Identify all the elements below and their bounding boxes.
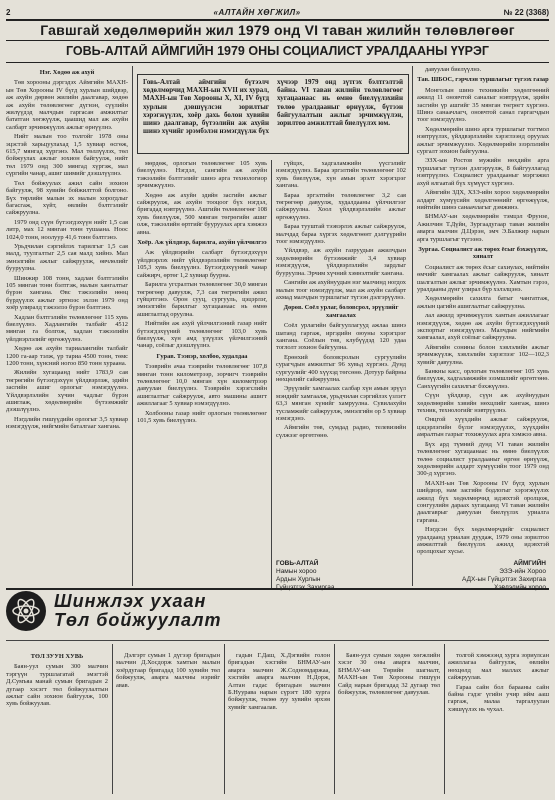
section-heading: Хоёр. Аж үйлдвэр, барилга, ахуйн үйлчилгээ	[137, 239, 267, 247]
column-divider	[112, 644, 113, 794]
lower-column-4	[338, 652, 440, 792]
paragraph: Нийт малын тоо толгойг 1978 оны эцэстэй харьцуулахад 1,5 хувиар өсгөж, 615,7 мянгад хүргэнэ. Мал төллүүлэх, төл бойжуулах ажлыг зохион байгуулж, нийт төл 1979 онд 300 мянгад хүргэж, мал сүргийн чанар, ашиг шимийг дээшлүүлнэ.	[6, 133, 128, 178]
column-divider	[271, 160, 272, 588]
column-divider	[132, 66, 133, 586]
paragraph: гүйцэх, хадгаламжийн үүсгэлийг нэмэгдүүлнэ. Бараа эргэлтийн төлөвлөгөөг 102 хувь биелүүлж, хүн амын эрэлт хэрэгцээг хангана.	[276, 160, 406, 190]
paragraph: Хадлан бэлтгэлийн төлөвлөгөөг 115 хувь биелүүлнэ. Хадлангийн талбайг 4512 мянган га болгож, хадлан тэжээлийн үйлдвэрлэлийг өргөжүүлнэ.	[6, 313, 128, 343]
paragraph: давуулан биелүүлнэ.	[425, 66, 482, 73]
paper-name: «АЛТАЙН ХӨГЖИЛ»	[213, 7, 301, 17]
column-divider	[412, 66, 413, 586]
section-heading: Тав. ШБОС, гэрчлэн туршлагыг түгээх газар	[417, 76, 549, 84]
paragraph: Нэгдсэн бүх хөдөлмөрчдийг социалист уралдаанд уриалан дуудаж, 1979 оны зорилтоо амжилттай биелүүлэх ажилд идэвхтэй оролцохыг хүсье.	[417, 526, 549, 556]
headline: Гавшгай хөдөлмөрийн жил 1979 онд VI таван жилийн төлөвлөгөөг	[40, 22, 515, 38]
paragraph: лал ажилд эрчимжүүлэх хамтын ажиллагааг нэмэгдүүлж, хөдөө аж ахуйн бүтээгдэхүүний экспортыг нэмэгдүүлнэ. Малчдын нийгмийн хамгаалал, ахуй соёлыг сайжруулна.	[417, 312, 549, 342]
paragraph: Хөдөлмөрийн сахилга батыг чангатгаж, ажлын цагийн ашиглалтыг сайжруулна.	[417, 295, 549, 310]
signature-line: Ардын Хурлын	[276, 576, 321, 583]
paragraph: Дэлгэрт сумын 1 дүгээр бригадын малчин Д.Хосдорж хамтын малын хоёрдугаар бригадад 100 хувийн төл бойжуулж, аварга малчны нэрийг авав.	[116, 652, 220, 689]
paragraph: Сангийн аж ахуйнуудын нэг малчинд ногдох малын тоог нэмэгдүүлж, мал аж ахуйн салбарт ахмад малчдын туршлагыг түгээн дэлгэрүүлнэ.	[276, 279, 406, 301]
paragraph: Нэгдлийн гишүүдийн орлогыг 3,5 хувиар нэмэгдүүлж, нийгмийн баталгааг хангана.	[6, 415, 128, 431]
section-heading: ТӨЛ ЗУУН ХУВЬ	[30, 653, 84, 660]
page-number: 2	[6, 7, 11, 17]
paragraph: Ерөнхий боловсролын сургуулийн сурагчдын амжилтыг 96 хувьд хүргэнэ. Дунд сургуулийг 400 хүүхэд төгсөнө. Дотуур байрны нөхцөлийг сайжруулна.	[276, 353, 406, 383]
paragraph: Төв хорооны дэргэдэх Аймгийн МАХН-ын Төв Хорооны IV бүгд хурлын шийдвэр, аж ахуйн дөрвөн жилийн даалгавар, хөдөө аж ахуйн төлөвлөгөөг дүгнэн, сүүлийн жилүүдэд малчдын гаргасан амжилтыг бататган хөгжүүлж, цаашид мал аж ахуйн салбарт эрчимжүүлэх ажлыг өрнүүлнэ.	[6, 79, 128, 131]
paragraph: Соёл урлагийн байгууллагууд ажлаа шинэ шатанд гаргаж, иргэдийн оюуны хэрэгцээг хангана. Соёлын төв, клубүүдэд 120 удаа тоглолт зохион байгуулна.	[276, 322, 406, 352]
headline-rule	[6, 40, 549, 41]
paragraph: Төл бойжуулах ажил сайн зохион байгуулж, 98 хувийн бойжилттой болгоно. Бүх төрлийн малын эх малын хорогдлыг багасгаж, хүйт, өвлийн бэлтгэлийг сайжруулна.	[6, 179, 128, 217]
paragraph: МАХН-ын Төв Хорооны IV бүгд хурлын шийдвэр, нам засгийн бодлогыг хэрэгжүүлэх ажилд бүх хөдөлмөрчид идэвхтэй оролцож, сонгуулийн дараах хугацаанд VI таван жилийн даалгаврыг давуулан биелүүлэх уриалга гаргана.	[417, 479, 549, 524]
paragraph: Монголын шинэ техникийн хөдөлгөөний ажилд 11 оновчтой саналыг нэвтрүүлж, эдийн засгийн үр ашгийг 35 мянган төгрөгт хүргэнэ. Шинэ санаачлагч, оновчтой санал гаргагчдын тоог нэмэгдүүлнэ.	[417, 86, 549, 124]
lower-column-5	[448, 652, 549, 792]
banner-rule	[6, 640, 549, 641]
banner-line-1: Шинжлэх ухаан	[54, 591, 207, 611]
paragraph: мөрдөж, орлогын төлөвлөгөөг 105 хувь биелүүлнэ. Нэгдэл, сангийн аж ахуйн тэжээлийн бэлтгэлийг шинэ арга технологиор эрчимжүүлнэ.	[137, 160, 267, 190]
article-column-2	[137, 160, 267, 588]
paragraph: Үйлдвэр, аж ахуйн газруудын ажилчдын хөдөлмөрийн бүтээмжийг 3,4 хувиар нэмэгдүүлж, үйлдвэрлэлийн зардлыг бууруулна. Эрчим хүчний хэмнэлтийг хангана.	[276, 247, 406, 277]
paragraph: Хөдөлмөрийн шинэ арга туршлагыг тогтмол нэвтрүүлэх, үйлдвэрлэлийн хэрэглээнд оруулах ажлыг эрчимжүүлнэ. Хөдөлмөрийн эзэрлэлийн сургалт зохион байгуулна.	[417, 125, 549, 156]
paragraph: Социалист аж төрөх ёсыг сахиулах, нийтийн өмчийг хамгаалах ажлыг сайжруулж, хяналт шалгалтын ажлыг эрчимжүүлнэ. Хамтын гэрээ, уралдааны дүнг улирал бүр хэлэлцэнэ.	[417, 263, 549, 293]
intro-text: Говь-Алтай аймгийн бүтээлч хөдөлмөрчид МАХН-ын XVII их хурал, МАХН-ын Төв Хорооны X, XI, IV бүгд хурлын дэвшүүлсэн зорилтыг хэрэгжүүлэх, хоёр дахь болон хувийн шинэ даалгавар, бүтээлийн аж ахуйн шинэ хүчийг эрэмбэлэн нэмэгдүүлж бүх хүчээр 1979 онд зүтгэх бэлтгэлтэй байна. VI таван жилийн төлөвлөгөөг хугацаанаас нь өмнө биелүүлэхийн төлөө уралдааныг өрнүүлж, бүтээн байгуулалтын ажлыг эрчимжүүлэн, зорилтоо амжилттай биелүүлэх юм.	[143, 78, 403, 136]
paragraph: Бүх ард түмний дунд VI таван жилийн төлөвлөгөөг хугацаанаас нь өмнө биелүүлэх төлөө социалист уралдааныг өргөн өрнүүлж, хөдөлмөрийн алдарт хүмүүсийн тоог 1979 онд 300-д хүргэнэ.	[417, 440, 549, 478]
article-column-3	[276, 160, 406, 588]
subhead-rule	[6, 62, 549, 63]
masthead-rule	[6, 19, 549, 21]
signature-line: Намын хороо	[276, 568, 317, 575]
intro-box	[137, 74, 409, 154]
column-divider	[444, 644, 445, 794]
paragraph: Эрүүлийг хамгаалах салбар хүн амын эрүүл мэндийг хамгаалж, урьдчилан сэргийлэх үзлэгт 63,3 мянган хүнийг хамруулна. Сувилахуйн тусламжийг сайжруулж, эмнэлгийн ор 5 хувиар нэмэгдэнэ.	[276, 385, 406, 422]
paragraph: Хөдөө аж ахуйн эдийн засгийн ажлыг сайжруулж, аж ахуйн тооцоог бүх нэгдэл, бригадад нэвтрүүлнэ. Ашгийн төлөвлөгөөг 108 хувь биелүүлж, 500 мянган төгрөгийн ашиг олж, тэжээлийн өртгийг бууруулах арга хэмжээ авна.	[137, 191, 267, 236]
paragraph: Бараа эргэлтийн төлөвлөгөөг 3,2 сая төгрөгөөр давуулж, худалдааны үйлчилгээг сайжруулна. Хоол үйлдвэрлэлийн ажлыг өргөжүүлнэ.	[276, 191, 406, 221]
section-heading: Дөрөв. Соёл урлаг, боловсрол, эрүүлийг хамгаалах	[283, 304, 399, 319]
section-heading: Зургаа. Социалист аж төрөх ёсыг бэхжүүлэх, хяналт	[418, 245, 548, 261]
lower-column-1	[6, 652, 108, 792]
banner-line-2: Төл бойжуулалт	[54, 610, 222, 630]
lower-column-2	[116, 652, 220, 792]
article-column-5	[417, 66, 549, 586]
paragraph: Аймгийн ЗДХ, ХЗЭ-ийн хороо хөдөлмөрийн алдарт хүмүүсийн хөдөлгөөнийг өргөжүүлж, нийтийн шинэ санаачлагыг дэмжинэ.	[417, 189, 549, 211]
section-heading: Гурав. Тээвэр, холбоо, худалдаа	[156, 352, 248, 360]
section-heading: Нэг. Хөдөө аж ахуй	[39, 69, 95, 76]
paragraph: Аймгийн сонины болон хэвлэлийн ажлыг эрчимжүүлж, хэвлэлийн хэрэглээг 102—102,3 хувийг давуулна.	[417, 343, 549, 366]
lower-column-3	[228, 652, 330, 792]
paragraph: Банкны касс, орлогын төлөвлөгөөг 105 хувь биелүүлж, хадгаламжийн эзэмшлийг өргөтгөнө. Санхүүгийн сахилгыг бэхжүүлнэ.	[417, 368, 549, 390]
paragraph: Шинжир 108 тонн, хадлан бэлтгэлийн 105 мянган тонн бэлтгэж, малын хангалтыг бүрэн хангана. Өвс тэжээлийн нөөц бүрдүүлэх ажлыг эртнээс эхлэн 1979 онд хоёр улиралд тэжээлээ бүрэн бэлтгэнэ.	[6, 274, 128, 312]
masthead	[6, 6, 549, 18]
article-column-1	[6, 66, 128, 586]
paragraph: Тээврийн ачаа тээврийн төлөвлөгөөг 107,8 мянган тонн километрээр, зорчигч тээврийн төлөвлөгөөг 10,0 мянган хүн километрээр давуулан биелүүлнэ. Тээврийн хэрэгслийн ашиглалтыг сайжруулж, авто машины ашигт ажиллагааг 5 хувиар нэмэгдүүлнэ.	[137, 363, 267, 408]
signature-label-left: ГОВЬ-АЛТАЙ	[276, 560, 319, 567]
science-banner	[6, 590, 276, 632]
atom-logo-icon	[6, 591, 46, 631]
paragraph: БНМАУ-ын хөдөлмөрийн тэмцэл Фрунзе, Ажилчин Т.Дүйн, Зургаадугаар таван жилийн аварга малчин Д.Цэрэн, эмч Э.Балжир нарын арга туршлагыг түгээнэ.	[417, 213, 549, 243]
signature-header	[276, 560, 546, 568]
paragraph: Урьдчилан сэргийлэх тарилгыг 1,5 сая малд, туулгалтыг 2,5 сая малд хийнэ. Мал эмнэлгийн ажлыг сайжруулж, өвчлөлийг бууруулна.	[6, 242, 128, 273]
paragraph: 1979 онд сүүн бүтээгдэхүүн нийт 1,5 сая литр, мах 12 мянган тонн тушаана. Ноос 1024,0 тонн, ноолуур 41,6 тонн бэлтгэнэ.	[6, 218, 128, 241]
column-divider	[224, 644, 225, 794]
paragraph: ЭЗХ-ын Ростов мужийн нөхдийн арга туршлагыг түгээн дэлгэрүүлж, 8 байгууллагад нэвтрүүлнэ. Социалист уралдааныг мэргэжил ахуй ялгаатай бүх хүмүүст хүргэнэ.	[417, 157, 549, 187]
paragraph: Холбооны газар нийт орлогын төлөвлөгөөг 101,5 хувь биелүүлнэ.	[137, 409, 267, 424]
paragraph: Аймгийн төв, сумдад радио, телевизийн сүлжээг өргөтгөнө.	[276, 424, 406, 439]
paragraph: Баян-уул сумын 300 малчин тэргүүн туршлагатай эмэгтэй Д.Сумъяа манай сумын бригадын 2 дугаар хэсэгт төл бойжуулалтын ажлыг сайн зохион байгуулж, 100 хувь бойжуулав.	[6, 663, 108, 708]
issue-number: № 22 (3368)	[503, 7, 549, 17]
signature-line: ЭЗЭ-ийн Хороо	[499, 568, 546, 575]
paragraph: толгой хэмжээнд хурга зориулсан ажиллагаа байгуулж, өвлийн нөхцөлд мал маллах ажлыг сайжруулав.	[448, 652, 549, 682]
paragraph: Онцгой хүүхдийн ажлыг сайжруулж, цэцэрлэгийн бүлэг нэмэгдүүлэх, хүүхдийн амралтын газрыг тохижуулах арга хэмжээ авна.	[417, 416, 549, 439]
column-divider	[334, 644, 335, 794]
paragraph: Баян-уул сумын хөдөө хөгжлийн хэсэг 30 оны аварга малчин, БНМАУ-ын Төрийн шагналт, МАХН-ын Төв Хорооны гишүүн Сайд нарын бригадад 32 дугаар төл бойжуулж, төлөвлөгөөг давуулав.	[338, 652, 440, 697]
paragraph: Гараа сайн бол барааны сайн байна гэдэг үгийн учир ийм ааш гаргаж, малаа таргалуулан хэвшүүлэх нь чухал.	[448, 683, 549, 713]
paragraph: Барилга угсралтын төлөвлөгөөг 30,0 мянган төгрөгөөр давуулж, 7,3 сая төгрөгийн ажил гүйцэтгэнэ. Орон сууц, сургууль, цэцэрлэг, эмнэлгийн барилгыг хугацаанаас нь өмнө ашиглалтад оруулна.	[137, 281, 267, 318]
paragraph: Хөдөө аж ахуйн тариалангийн талбайг 1200 га-аар тэлж, үр тариа 4500 тонн, төмс 1200 тонн, хүнсний ногоо 850 тонн хураана.	[6, 345, 128, 368]
banner-title	[54, 592, 221, 630]
paragraph: Аж үйлдвэрийн салбарт бүтээгдэхүүн үйлдвэрлэх нийт үйлдвэрлэлийн төлөвлөгөөг 105,3 хувь биелүүлнэ. Бүтээгдэхүүний чанар сайжирч, өртөг 1,2 хувиар буурна.	[137, 249, 267, 279]
signature-label-right: АЙМГИЙН	[513, 560, 546, 567]
signature-line: АДХ-ын Гүйцэтгэх Захиргаа	[462, 576, 546, 583]
paragraph: Жилийн хугацаанд нийт 1783,9 сая төгрөгийн бүтээгдэхүүн үйлдвэрлэж, эдийн засгийн ашиг орлогыг нэмэгдүүлнэ. Үйлдвэрлэлийн хүчин чадлыг бүрэн ашиглаж, хөдөлмөрийн бүтээмжийг дээшлүүлнэ.	[6, 369, 128, 414]
paragraph: Бараа тууштай тээвэрлэх ажлыг сайжруулж, малчдад бараа хүргэх хөдөлгөөнт дэлгүүрийн тоог нэмэгдүүлнэ.	[276, 223, 406, 246]
paragraph: Сүүн үйлдвэр, сүүн аж ахуйнуудын хөдөлмөрийн хэвийн нөхцлийг хангаж, шинэ техник, технологийг нэвтрүүлнэ.	[417, 392, 549, 415]
subheadline: ГОВЬ-АЛТАЙ АЙМГИЙН 1979 ОНЫ СОЦИАЛИСТ УРАЛДААНЫ ҮҮРЭГ	[65, 44, 490, 58]
paragraph: гадын Г.Даш, Х.Дэгвийн голон бригадын хэсгийн БНМАУ-ын аварга малчин Ж.Содномдаржаа, хэсгийн аварга малчин Н.Дорж, Алтан гадас бригадын малчин Б.Нуурава нарын сүрэгт 180 хурга бойжуулж, төлөө зуу хувийн эрхэм хувийг хамгаалав.	[228, 652, 330, 711]
paragraph: Нийтийн аж ахуй үйлчилгээний газар нийт бүтээгдэхүүний төлөвлөгөөг 103,0 хувь биелүүлж, хүн амд үзүүлэх үйлчилгээний чанар, соёлыг дээшлүүлнэ.	[137, 320, 267, 350]
